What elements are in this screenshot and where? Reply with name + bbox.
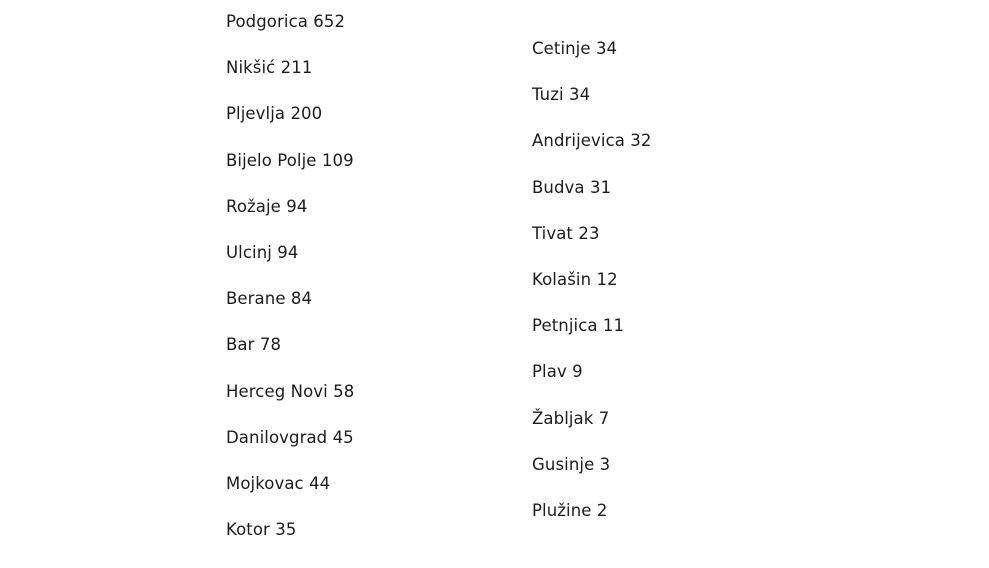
list-item xyxy=(226,337,354,383)
list-item-label: Berane 84 xyxy=(226,289,313,309)
list-item-label: Kotor 35 xyxy=(226,520,297,540)
list-item-label: Petnjica 11 xyxy=(532,316,625,336)
list-item-label: Podgorica 652 xyxy=(226,12,346,31)
list-item xyxy=(226,60,354,106)
list-item-label: Bijelo Polje 109 xyxy=(226,150,354,170)
list-item-label: Plužine 2 xyxy=(532,500,608,520)
list-item xyxy=(532,177,652,226)
list-item xyxy=(226,150,354,199)
list-item-label: Nikšić 211 xyxy=(226,58,313,78)
list-item xyxy=(226,291,354,337)
list-item-label: Andrijevica 32 xyxy=(532,131,652,151)
list-item xyxy=(226,106,354,152)
left-column xyxy=(226,14,354,568)
list-item-label: Plav 9 xyxy=(532,362,583,382)
list-item xyxy=(532,500,652,549)
list-item xyxy=(532,269,652,318)
list-item-label: Tuzi 34 xyxy=(532,85,591,105)
list-item xyxy=(532,364,652,410)
list-item xyxy=(226,242,354,291)
list-item xyxy=(532,408,652,457)
list-item xyxy=(226,427,354,476)
list-item-label: Gusinje 3 xyxy=(532,454,611,474)
list-item-label: Žabljak 7 xyxy=(532,408,610,428)
list-item-label: Rožaje 94 xyxy=(226,196,308,216)
list-item xyxy=(532,454,652,503)
list-item-label: Mojkovac 44 xyxy=(226,473,331,493)
list-item xyxy=(532,223,652,272)
list-item xyxy=(532,87,652,133)
list-item-label: Budva 31 xyxy=(532,177,612,197)
list-item-label: Herceg Novi 58 xyxy=(226,381,355,401)
list-item xyxy=(532,133,652,179)
list-item xyxy=(532,318,652,364)
list-item-label: Bar 78 xyxy=(226,335,282,355)
list-item-label: Ulcinj 94 xyxy=(226,242,299,262)
list-item-label: Cetinje 34 xyxy=(532,39,618,58)
list-item xyxy=(226,196,354,245)
list-item-label: Tivat 23 xyxy=(532,223,600,243)
list-item xyxy=(226,473,354,522)
list-item xyxy=(226,522,354,568)
right-column xyxy=(532,41,652,549)
list-item-label: Kolašin 12 xyxy=(532,269,618,289)
list-item xyxy=(532,41,652,87)
list-item-label: Danilovgrad 45 xyxy=(226,427,354,447)
list-item xyxy=(226,14,354,60)
list-item xyxy=(226,381,355,430)
list-item-label: Pljevlja 200 xyxy=(226,104,323,124)
